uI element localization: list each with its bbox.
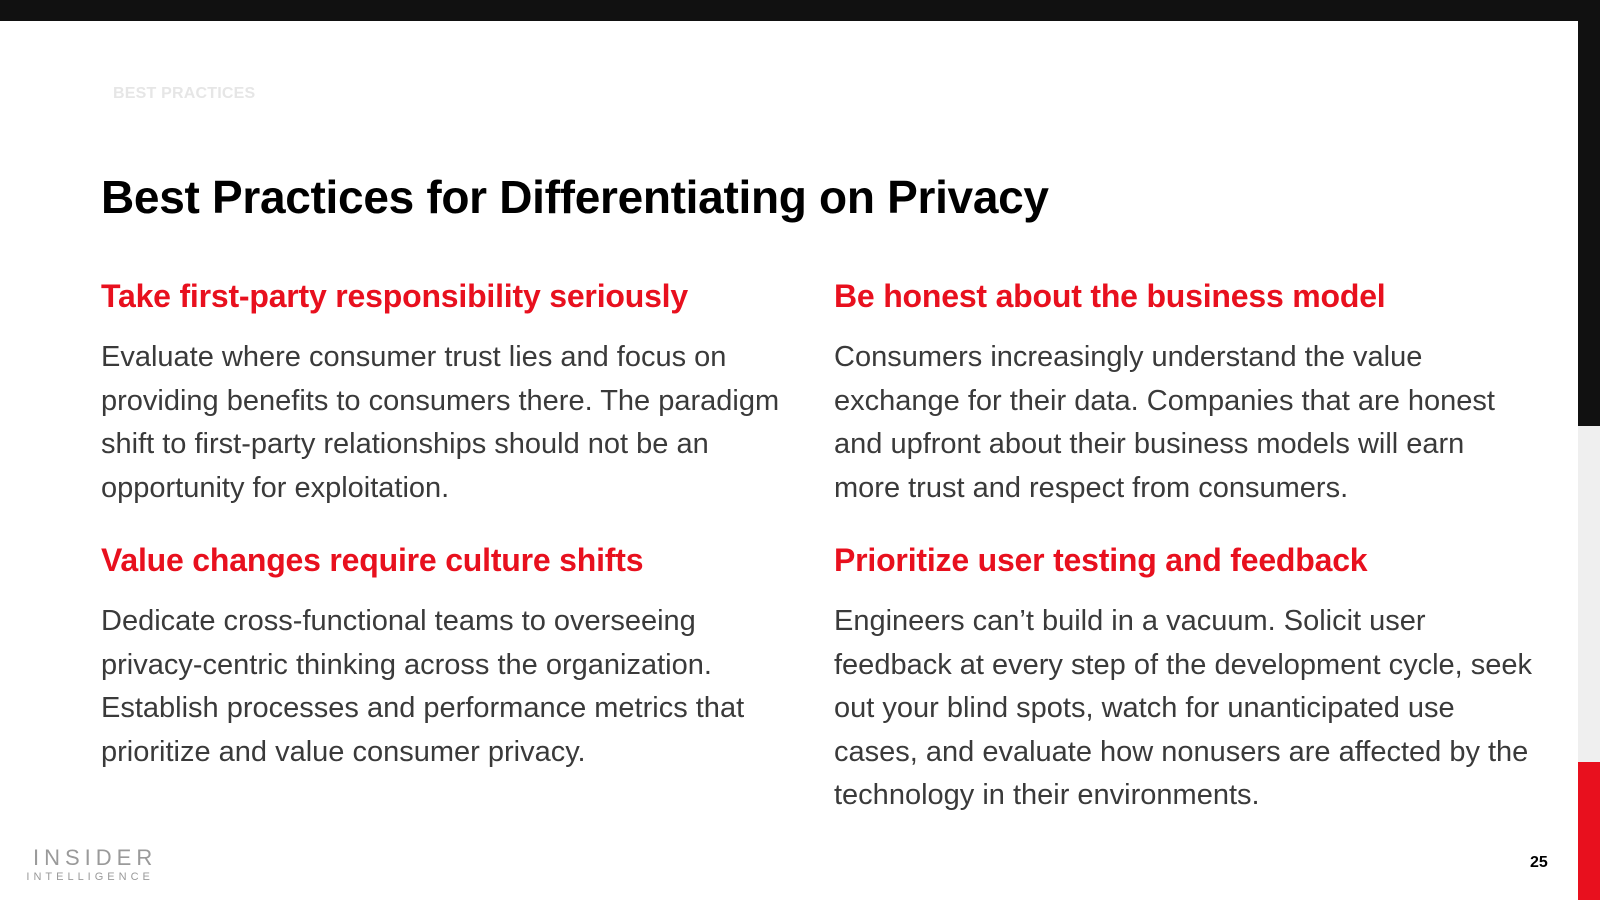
practice-heading: Take first-party responsibility seriously [101, 278, 688, 314]
top-bar [0, 0, 1600, 21]
practice-body: Engineers can’t build in a vacuum. Solicit user feedback at every step of the development cycle, seek out your blind spots, watch for unanticipated use cases, and evaluate how nonusers are affected by the technology in their environments. [834, 605, 1533, 811]
practice-heading: Be honest about the business model [834, 278, 1386, 314]
practice-heading: Value changes require culture shifts [101, 542, 644, 578]
insider-intelligence-logo [23, 846, 157, 884]
side-accent-bar-red [1578, 762, 1600, 900]
practice-block-first-party [101, 276, 801, 510]
practice-body: Consumers increasingly understand the value exchange for their data. Companies that are honest and upfront about their business models will earn more trust and respect from consumers. [834, 341, 1495, 504]
page-number: 25 [1530, 854, 1548, 871]
side-accent-bar-dark [1578, 21, 1600, 426]
logo-line-insider: INSIDER [33, 845, 158, 870]
practice-block-business-model [834, 276, 1534, 510]
logo-line-intelligence: INTELLIGENCE [26, 871, 154, 883]
practice-body: Dedicate cross-functional teams to overseeing privacy-centric thinking across the organization. Establish processes and performance metrics that prioritize and value consumer privacy. [101, 605, 745, 768]
practice-heading: Prioritize user testing and feedback [834, 542, 1368, 578]
practice-body: Evaluate where consumer trust lies and focus on providing benefits to consumers there. The paradigm shift to first-party relationships should not be an opportunity for exploitation. [101, 341, 780, 504]
side-accent-bar-light [1578, 426, 1600, 762]
practice-block-culture-shifts [101, 540, 801, 774]
practice-block-user-testing [834, 540, 1534, 818]
page-title: Best Practices for Differentiating on Privacy [101, 171, 1049, 223]
section-label: BEST PRACTICES [113, 85, 256, 102]
